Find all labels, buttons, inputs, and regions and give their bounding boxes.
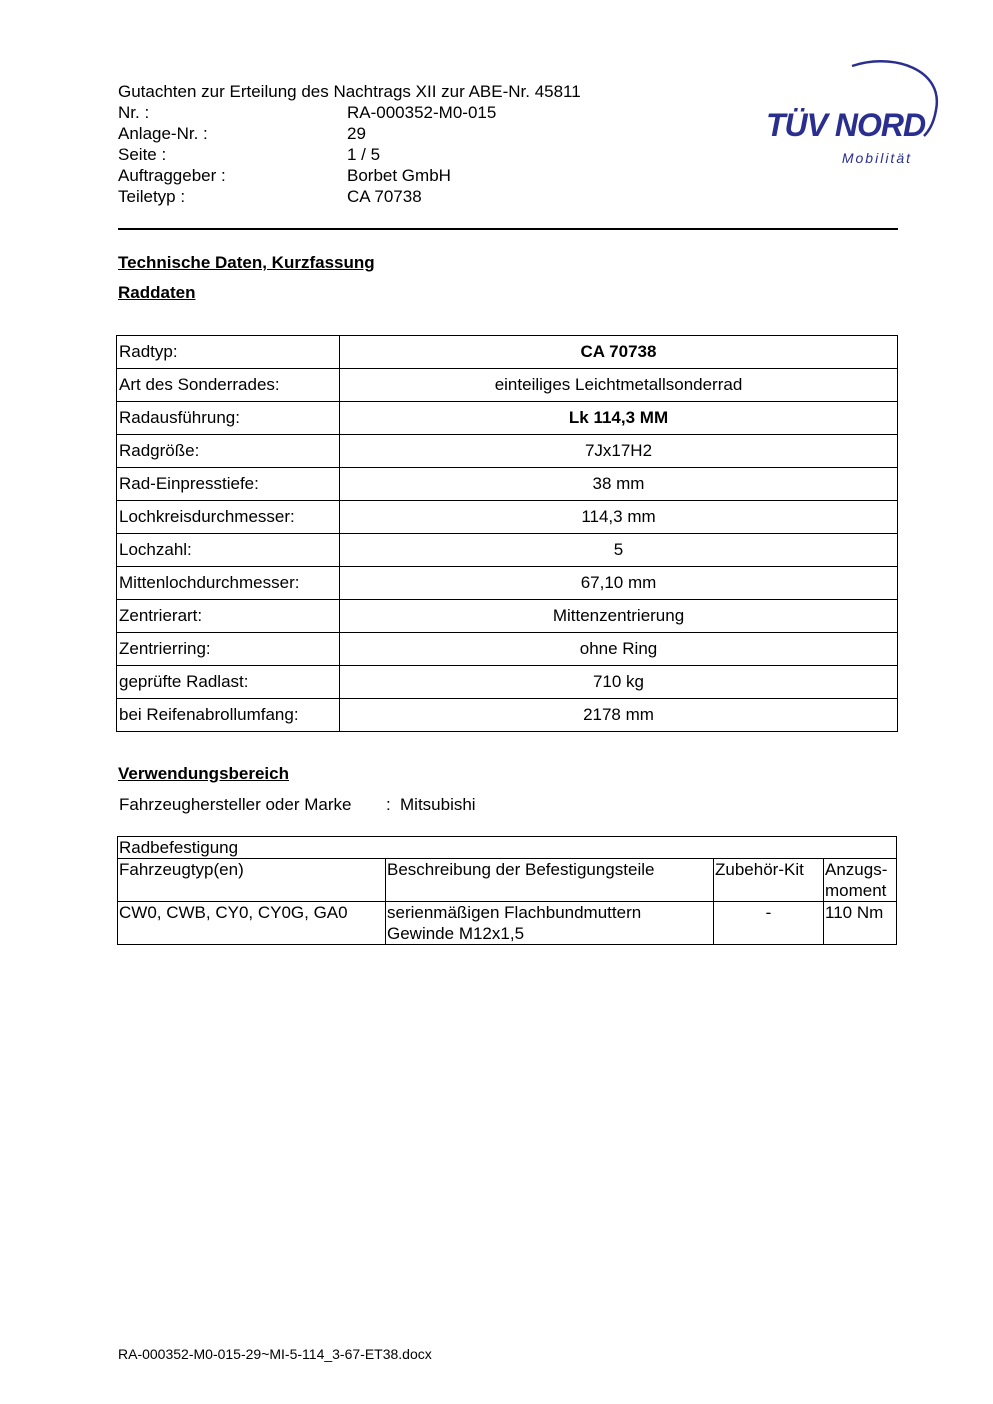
wheel-label: Rad-Einpresstiefe: — [117, 468, 340, 501]
wheel-label: Art des Sonderrades: — [117, 369, 340, 402]
table-row — [117, 435, 898, 468]
header-label: Nr. : — [118, 103, 150, 122]
wheel-value: 38 mm — [340, 468, 898, 501]
header-row-nr — [118, 102, 496, 123]
wheel-label: Radtyp: — [117, 336, 340, 369]
mount-description — [386, 902, 714, 945]
mount-description-line1: serienmäßigen Flachbundmuttern — [387, 903, 642, 922]
table-row — [117, 501, 898, 534]
wheel-label: Radausführung: — [117, 402, 340, 435]
header-value: 1 / 5 — [347, 145, 381, 164]
wheel-value: ohne Ring — [340, 633, 898, 666]
wheel-value: 114,3 mm — [340, 501, 898, 534]
table-row — [117, 402, 898, 435]
section-title-technical-data: Technische Daten, Kurzfassung — [118, 253, 375, 272]
wheel-mounting-table — [117, 836, 897, 945]
section-title-usage: Verwendungsbereich — [118, 764, 289, 783]
table-row — [117, 567, 898, 600]
header-label: Auftraggeber : — [118, 166, 226, 185]
wheel-label: Radgröße: — [117, 435, 340, 468]
mount-header-kit: Zubehör-Kit — [714, 859, 824, 902]
wheel-data-table — [116, 335, 898, 732]
header-row-auftraggeber — [118, 165, 496, 186]
table-row — [117, 534, 898, 567]
header-label: Seite : — [118, 145, 167, 164]
mount-vehicle-types: CW0, CWB, CY0, CY0G, GA0 — [118, 902, 386, 945]
mount-header-types: Fahrzeugtyp(en) — [118, 859, 386, 902]
table-row — [118, 859, 897, 902]
mount-header-torque-line2: moment — [825, 881, 887, 900]
header-value: RA-000352-M0-015 — [347, 103, 497, 122]
mount-header-torque — [824, 859, 897, 902]
table-row — [118, 837, 897, 859]
section-subtitle-wheel-data: Raddaten — [118, 283, 196, 302]
wheel-label: Lochkreisdurchmesser: — [117, 501, 340, 534]
manufacturer-value: Mitsubishi — [400, 795, 476, 814]
wheel-value: Mittenzentrierung — [340, 600, 898, 633]
wheel-value: 7Jx17H2 — [340, 435, 898, 468]
table-row — [117, 468, 898, 501]
manufacturer-separator: : — [386, 795, 391, 814]
wheel-label: Mittenlochdurchmesser: — [117, 567, 340, 600]
mount-header-description: Beschreibung der Befestigungsteile — [386, 859, 714, 902]
manufacturer-label: Fahrzeughersteller oder Marke — [119, 795, 352, 814]
footer-filename: RA-000352-M0-015-29~MI-5-114_3-67-ET38.docx — [118, 1346, 432, 1362]
wheel-value: 710 kg — [340, 666, 898, 699]
table-row — [117, 666, 898, 699]
table-row — [117, 633, 898, 666]
header-row-teiletyp — [118, 186, 496, 207]
table-row — [117, 699, 898, 732]
wheel-label: bei Reifenabrollumfang: — [117, 699, 340, 732]
header-value: Borbet GmbH — [347, 166, 451, 185]
report-title: Gutachten zur Erteilung des Nachtrags XII zur ABE-Nr. 45811 — [118, 82, 581, 101]
header-value: 29 — [347, 124, 366, 143]
wheel-value: CA 70738 — [340, 336, 898, 369]
mount-caption: Radbefestigung — [118, 837, 897, 859]
table-row — [117, 336, 898, 369]
mount-kit: - — [714, 902, 824, 945]
wheel-label: Zentrierart: — [117, 600, 340, 633]
header-info — [118, 102, 496, 207]
wheel-value: 5 — [340, 534, 898, 567]
table-row — [117, 369, 898, 402]
header-label: Teiletyp : — [118, 187, 186, 206]
wheel-label: Zentrierring: — [117, 633, 340, 666]
table-row — [118, 902, 897, 945]
header-divider — [118, 228, 898, 230]
mount-header-torque-line1: Anzugs- — [825, 860, 888, 879]
wheel-label: Lochzahl: — [117, 534, 340, 567]
logo-subtitle: Mobilität — [841, 150, 912, 166]
wheel-value: Lk 114,3 MM — [340, 402, 898, 435]
manufacturer-line — [118, 795, 476, 815]
header-value: CA 70738 — [347, 187, 422, 206]
mount-description-line2: Gewinde M12x1,5 — [387, 924, 525, 943]
header-label: Anlage-Nr. : — [118, 124, 208, 143]
wheel-value: 67,10 mm — [340, 567, 898, 600]
wheel-label: geprüfte Radlast: — [117, 666, 340, 699]
header-row-seite — [118, 144, 496, 165]
mount-torque: 110 Nm — [824, 902, 897, 945]
wheel-value: einteiliges Leichtmetallsonderrad — [340, 369, 898, 402]
wheel-value: 2178 mm — [340, 699, 898, 732]
tuv-nord-logo — [764, 58, 944, 173]
logo-wordmark: TÜV NORD — [766, 107, 926, 143]
header-row-anlage — [118, 123, 496, 144]
table-row — [117, 600, 898, 633]
